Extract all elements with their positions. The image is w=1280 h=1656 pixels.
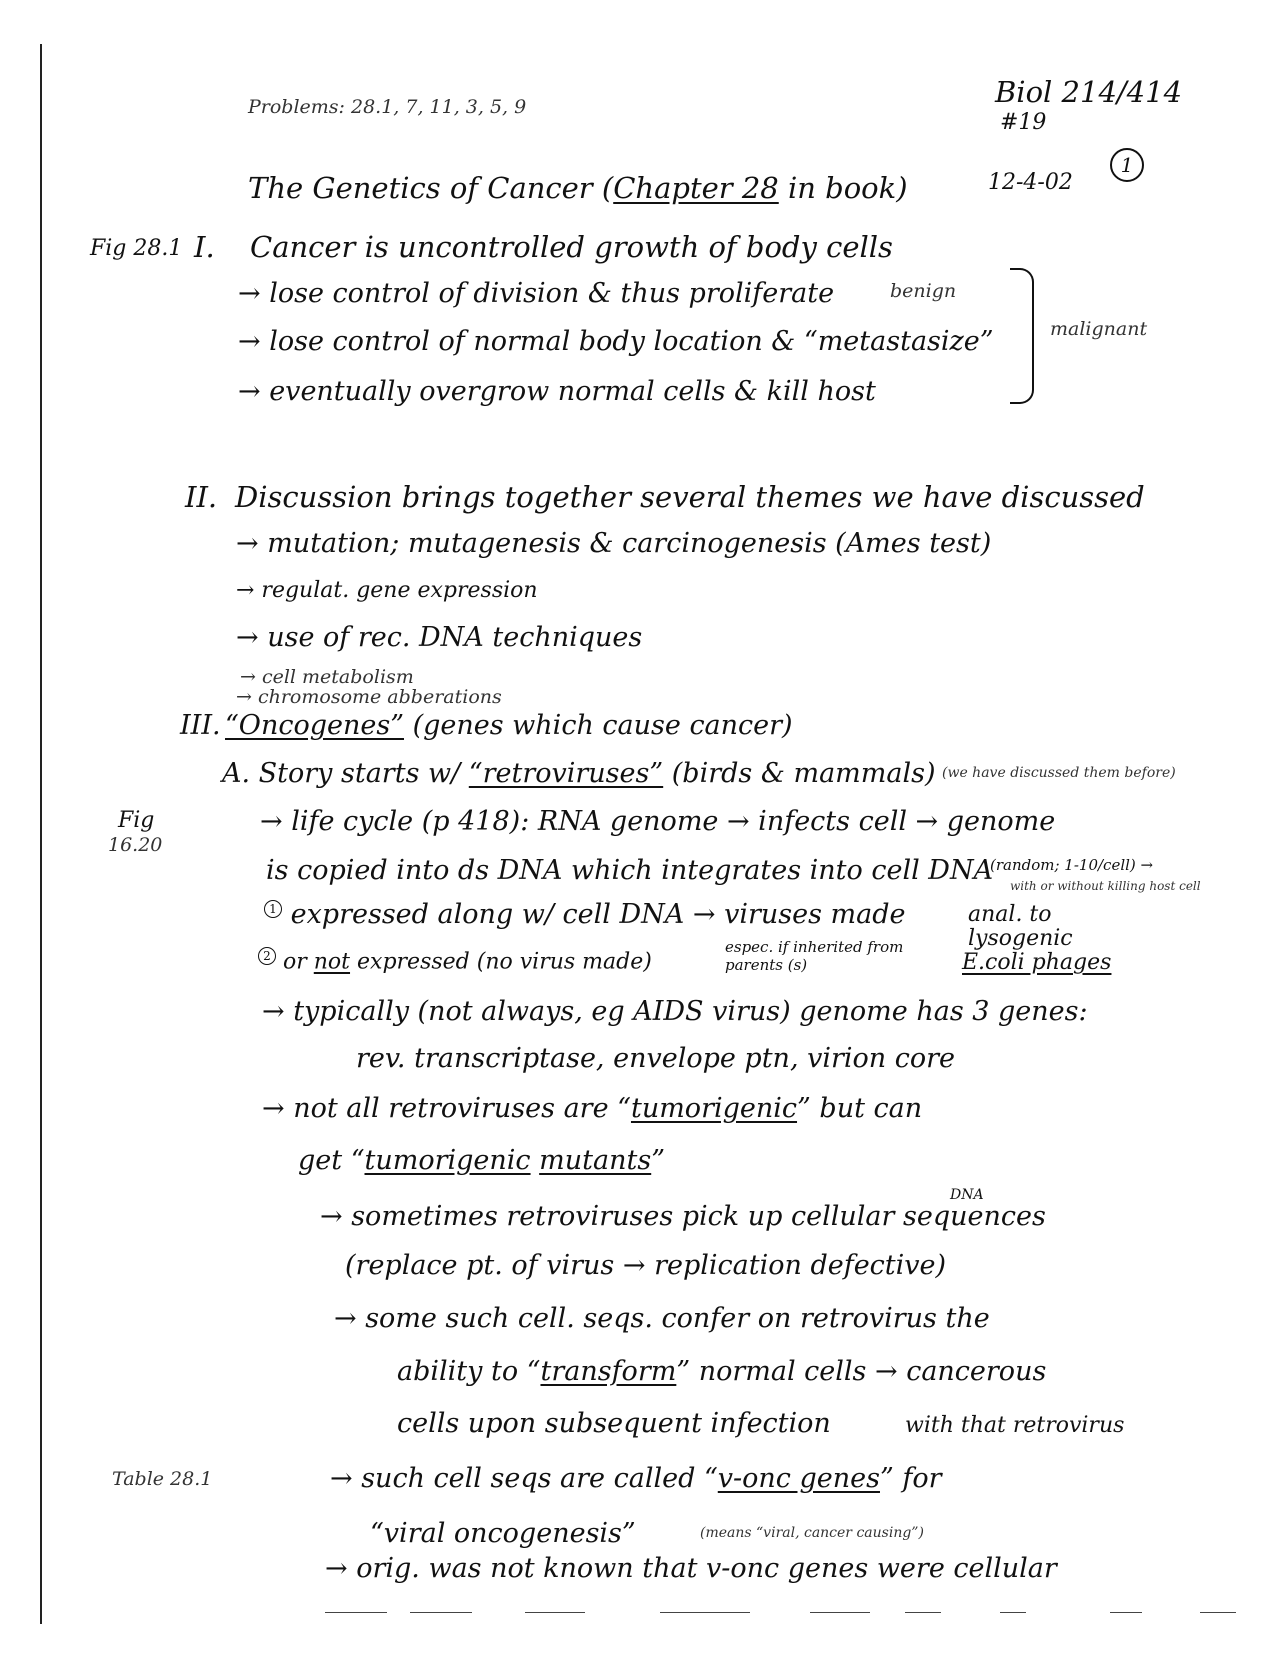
page-title — [248, 171, 908, 205]
section-heading — [225, 712, 793, 739]
malignant-label: malignant — [1050, 318, 1148, 340]
list-item: → chromosome abberations — [236, 686, 502, 708]
list-item: → lose control of normal body location & “metastasize” — [238, 326, 994, 357]
subsection-a-note: (we have discussed them before) — [942, 765, 1176, 781]
list-item: → eventually overgrow normal cells & kill host — [238, 376, 876, 407]
mutants-term: mutants — [539, 1145, 652, 1176]
footer-rule — [660, 1612, 750, 1613]
note-fragment: ” — [651, 1145, 666, 1176]
section-heading: Discussion brings together several themes we have discussed — [235, 480, 1145, 514]
not-expressed-text: expressed (no virus made) — [350, 949, 652, 975]
or-text: or — [283, 949, 314, 975]
note-line: → orig. was not known that v-onc genes were cellular — [325, 1553, 1057, 1584]
lecture-date: 12-4-02 — [988, 170, 1073, 195]
problems-list: Problems: 28.1, 7, 11, 3, 5, 9 — [248, 96, 527, 118]
not-text: not — [313, 949, 351, 975]
dna-insert-note: DNA — [950, 1187, 984, 1203]
figure-reference: Fig — [118, 808, 155, 833]
list-item: → lose control of division & thus proliferate — [238, 278, 835, 309]
enumeration-marker: 1 — [264, 900, 282, 918]
footer-rule — [325, 1612, 387, 1613]
footer-rule — [1110, 1612, 1142, 1613]
lecture-number: #19 — [1000, 110, 1047, 135]
note-line: → typically (not always, eg AIDS virus) genome has 3 genes: — [262, 996, 1088, 1027]
section-numeral: III. — [180, 710, 221, 741]
table-reference: Table 28.1 — [112, 1468, 213, 1490]
transform-term: transform — [540, 1356, 677, 1387]
footer-rule — [1000, 1612, 1026, 1613]
note-fragment: → such cell seqs are called “ — [330, 1463, 718, 1494]
note-line — [258, 947, 652, 973]
tumorigenic-term: tumorigenic — [630, 1093, 798, 1124]
figure-reference: 16.20 — [108, 834, 163, 856]
list-item: → use of rec. DNA techniques — [236, 622, 643, 653]
note-line: with that retrovirus — [905, 1413, 1125, 1438]
list-item: → regulat. gene expression — [236, 578, 538, 603]
malignant-brace — [1010, 268, 1034, 404]
note-line — [262, 1095, 922, 1122]
oncogenes-definition: (genes which cause cancer) — [404, 710, 793, 741]
note-line: lysogenic — [968, 926, 1073, 951]
footer-rule — [410, 1612, 472, 1613]
title-chapter: Chapter 28 — [613, 171, 779, 205]
note-line: → life cycle (p 418): RNA genome → infects cell → genome — [260, 806, 1056, 837]
note-line: rev. transcriptase, envelope ptn, virion core — [356, 1043, 956, 1074]
list-item: → mutation; mutagenesis & carcinogenesis (Ames test) — [236, 528, 992, 559]
note-line: (means “viral, cancer causing”) — [700, 1525, 924, 1541]
section-heading: Cancer is uncontrolled growth of body cells — [250, 230, 893, 264]
oncogenes-term: “Oncogenes” — [225, 710, 404, 741]
subsection-a-label: A. Story starts w/ — [222, 758, 469, 789]
note-line: → sometimes retroviruses pick up cellular sequences — [320, 1201, 1046, 1232]
title-suffix: in book) — [778, 171, 908, 205]
list-item: → cell metabolism — [240, 666, 414, 688]
subsection-a-rest: (birds & mammals) — [663, 758, 936, 789]
note-fragment: ability to “ — [397, 1356, 541, 1387]
note-line: cells upon subsequent infection — [397, 1408, 831, 1439]
note-line: anal. to — [968, 902, 1052, 927]
note-line — [330, 1465, 942, 1492]
title-prefix: The Genetics of Cancer ( — [248, 171, 614, 205]
expressed-text: expressed along w/ cell DNA → viruses made — [290, 899, 906, 930]
note-fragment: get “ — [298, 1145, 365, 1176]
tumorigenic-term: tumorigenic — [364, 1145, 531, 1176]
course-number: Biol 214/414 — [995, 75, 1183, 109]
page-number: 1 — [1110, 148, 1144, 182]
note-fragment: ” normal cells → cancerous — [676, 1356, 1047, 1387]
note-line — [298, 1147, 665, 1174]
subsection-a — [222, 760, 936, 787]
note-line: “viral oncogenesis” — [370, 1518, 636, 1549]
note-fragment: → not all retroviruses are “ — [262, 1093, 631, 1124]
note-fragment: ” for — [879, 1463, 942, 1494]
footer-rule — [1200, 1612, 1236, 1613]
footer-rule — [905, 1612, 941, 1613]
note-line — [264, 900, 906, 928]
enumeration-marker: 2 — [258, 947, 276, 965]
note-line: is copied into ds DNA which integrates into cell DNA — [266, 855, 994, 886]
v-onc-genes-term: v-onc genes — [717, 1463, 880, 1494]
note-fragment: ” but can — [797, 1093, 923, 1124]
section-numeral: I. — [194, 230, 215, 264]
note-line: (random; 1-10/cell) → — [990, 856, 1154, 874]
note-line: (replace pt. of virus → replication defective) — [345, 1250, 947, 1281]
footer-rule — [525, 1612, 585, 1613]
benign-label: benign — [890, 280, 957, 302]
note-line: with or without killing host cell — [1010, 879, 1201, 893]
note-line — [397, 1358, 1046, 1385]
note-line: espec. if inherited from — [725, 938, 904, 956]
figure-reference: Fig 28.1 — [90, 236, 183, 261]
retroviruses-term: “retroviruses” — [468, 758, 664, 789]
footer-rule — [810, 1612, 870, 1613]
page-margin-line — [40, 44, 42, 1624]
section-numeral: II. — [185, 480, 218, 514]
note-line: → some such cell. seqs. confer on retrovirus the — [334, 1303, 990, 1334]
note-line: parents (s) — [725, 956, 808, 974]
note-line: E.coli phages — [962, 950, 1112, 975]
